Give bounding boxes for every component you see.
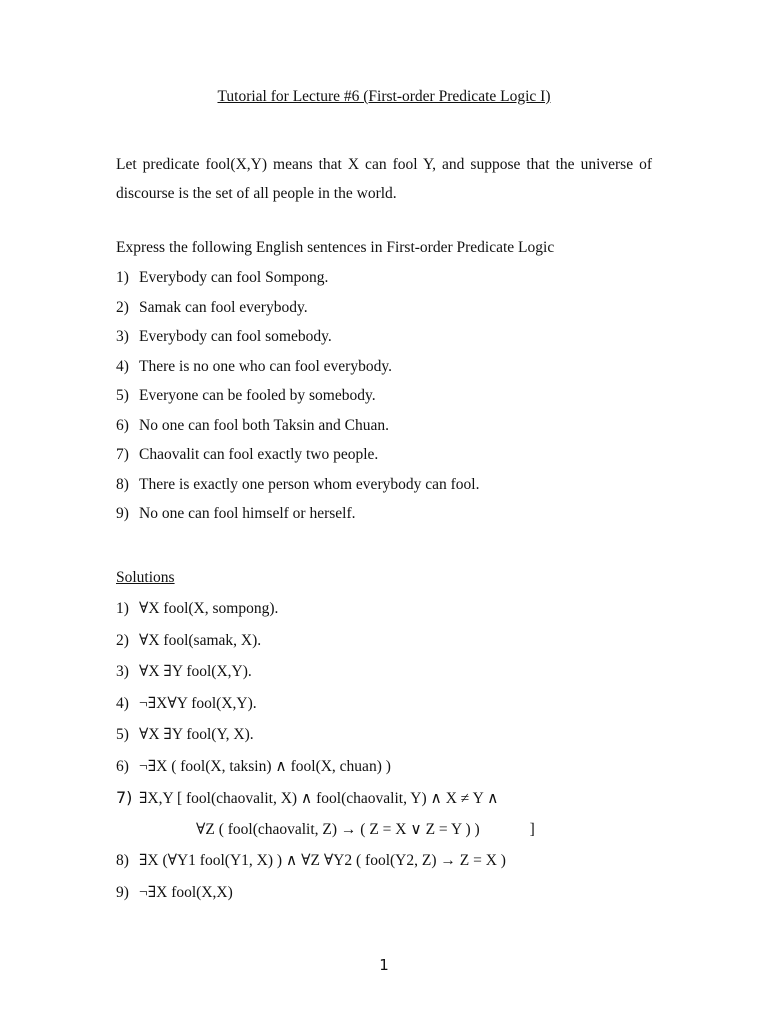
solution-formula: ∀X ∃Y fool(X,Y).: [139, 663, 252, 680]
solution-item: [116, 788, 535, 820]
question-text: Everybody can fool somebody.: [139, 328, 332, 345]
question-item: [116, 504, 479, 534]
solution-item: [116, 662, 535, 694]
solution-number: 9): [116, 883, 129, 901]
solution-item: [116, 725, 535, 757]
question-list: [116, 268, 479, 534]
solution-item: [116, 599, 535, 631]
solutions-heading: Solutions: [116, 569, 175, 586]
question-text: No one can fool himself or herself.: [139, 505, 356, 522]
question-item: [116, 327, 479, 357]
question-text: Everyone can be fooled by somebody.: [139, 387, 376, 404]
question-item: [116, 445, 479, 475]
solution-number: 1): [116, 600, 129, 617]
question-item: [116, 298, 479, 328]
solution-formula: ∀Z ( fool(chaovalit, Z) → ( Z = X ∨ Z = Y ) ): [196, 820, 480, 838]
question-number: 7): [116, 446, 129, 463]
question-item: [116, 416, 479, 446]
question-number: 6): [116, 416, 129, 434]
question-number: 2): [116, 298, 129, 316]
question-text: Samak can fool everybody.: [139, 298, 308, 316]
question-number: 4): [116, 357, 129, 375]
solution-formula: ∀X ∃Y fool(Y, X).: [139, 726, 254, 743]
page-number: 1: [379, 956, 389, 974]
solution-number: 7): [116, 788, 133, 807]
solution-item: [116, 851, 535, 883]
solution-formula: ∀X fool(samak, X).: [139, 631, 262, 649]
question-text: There is no one who can fool everybody.: [139, 357, 392, 375]
solution-number: 3): [116, 663, 129, 680]
document-title: Tutorial for Lecture #6 (First-order Predicate Logic I): [217, 88, 551, 105]
solution-formula: ¬∃X∀Y fool(X,Y).: [139, 694, 257, 712]
solution-formula: ∃X,Y [ fool(chaovalit, X) ∧ fool(chaovalit, Y) ∧ X ≠ Y ∧: [139, 790, 499, 807]
solution-item: [116, 631, 535, 663]
solution-item: [116, 757, 535, 789]
question-number: 9): [116, 505, 129, 522]
solution-item-continuation: [116, 820, 535, 852]
question-item: [116, 386, 479, 416]
solution-number: 2): [116, 631, 129, 649]
question-text: Everybody can fool Sompong.: [139, 269, 329, 286]
question-item: [116, 268, 479, 298]
question-item: [116, 357, 479, 387]
solution-number: 8): [116, 852, 129, 869]
solution-number: 6): [116, 757, 129, 775]
question-number: 5): [116, 387, 129, 404]
solution-number: 4): [116, 694, 129, 712]
solution-list: [116, 599, 535, 914]
solution-formula: ¬∃X fool(X,X): [139, 883, 233, 901]
question-number: 8): [116, 475, 129, 493]
solution-formula: ¬∃X ( fool(X, taksin) ∧ fool(X, chuan) ): [139, 757, 391, 775]
closing-bracket: ]: [529, 820, 535, 838]
exercise-prompt: Express the following English sentences in First-order Predicate Logic: [116, 239, 555, 256]
solution-item: [116, 694, 535, 726]
question-text: No one can fool both Taksin and Chuan.: [139, 416, 390, 434]
solution-item: [116, 883, 535, 915]
intro-paragraph: Let predicate fool(X,Y) means that X can fool Y, and suppose that the universe of discourse is the set of all people in the world.: [116, 156, 652, 202]
question-number: 1): [116, 269, 129, 286]
solution-number: 5): [116, 726, 129, 743]
question-item: [116, 475, 479, 505]
question-number: 3): [116, 328, 129, 345]
solution-formula: ∃X (∀Y1 fool(Y1, X) ) ∧ ∀Z ∀Y2 ( fool(Y2, Z) → Z = X ): [139, 852, 506, 869]
question-text: Chaovalit can fool exactly two people.: [139, 446, 379, 463]
solution-formula: ∀X fool(X, sompong).: [139, 600, 279, 617]
question-text: There is exactly one person whom everybody can fool.: [139, 475, 480, 493]
